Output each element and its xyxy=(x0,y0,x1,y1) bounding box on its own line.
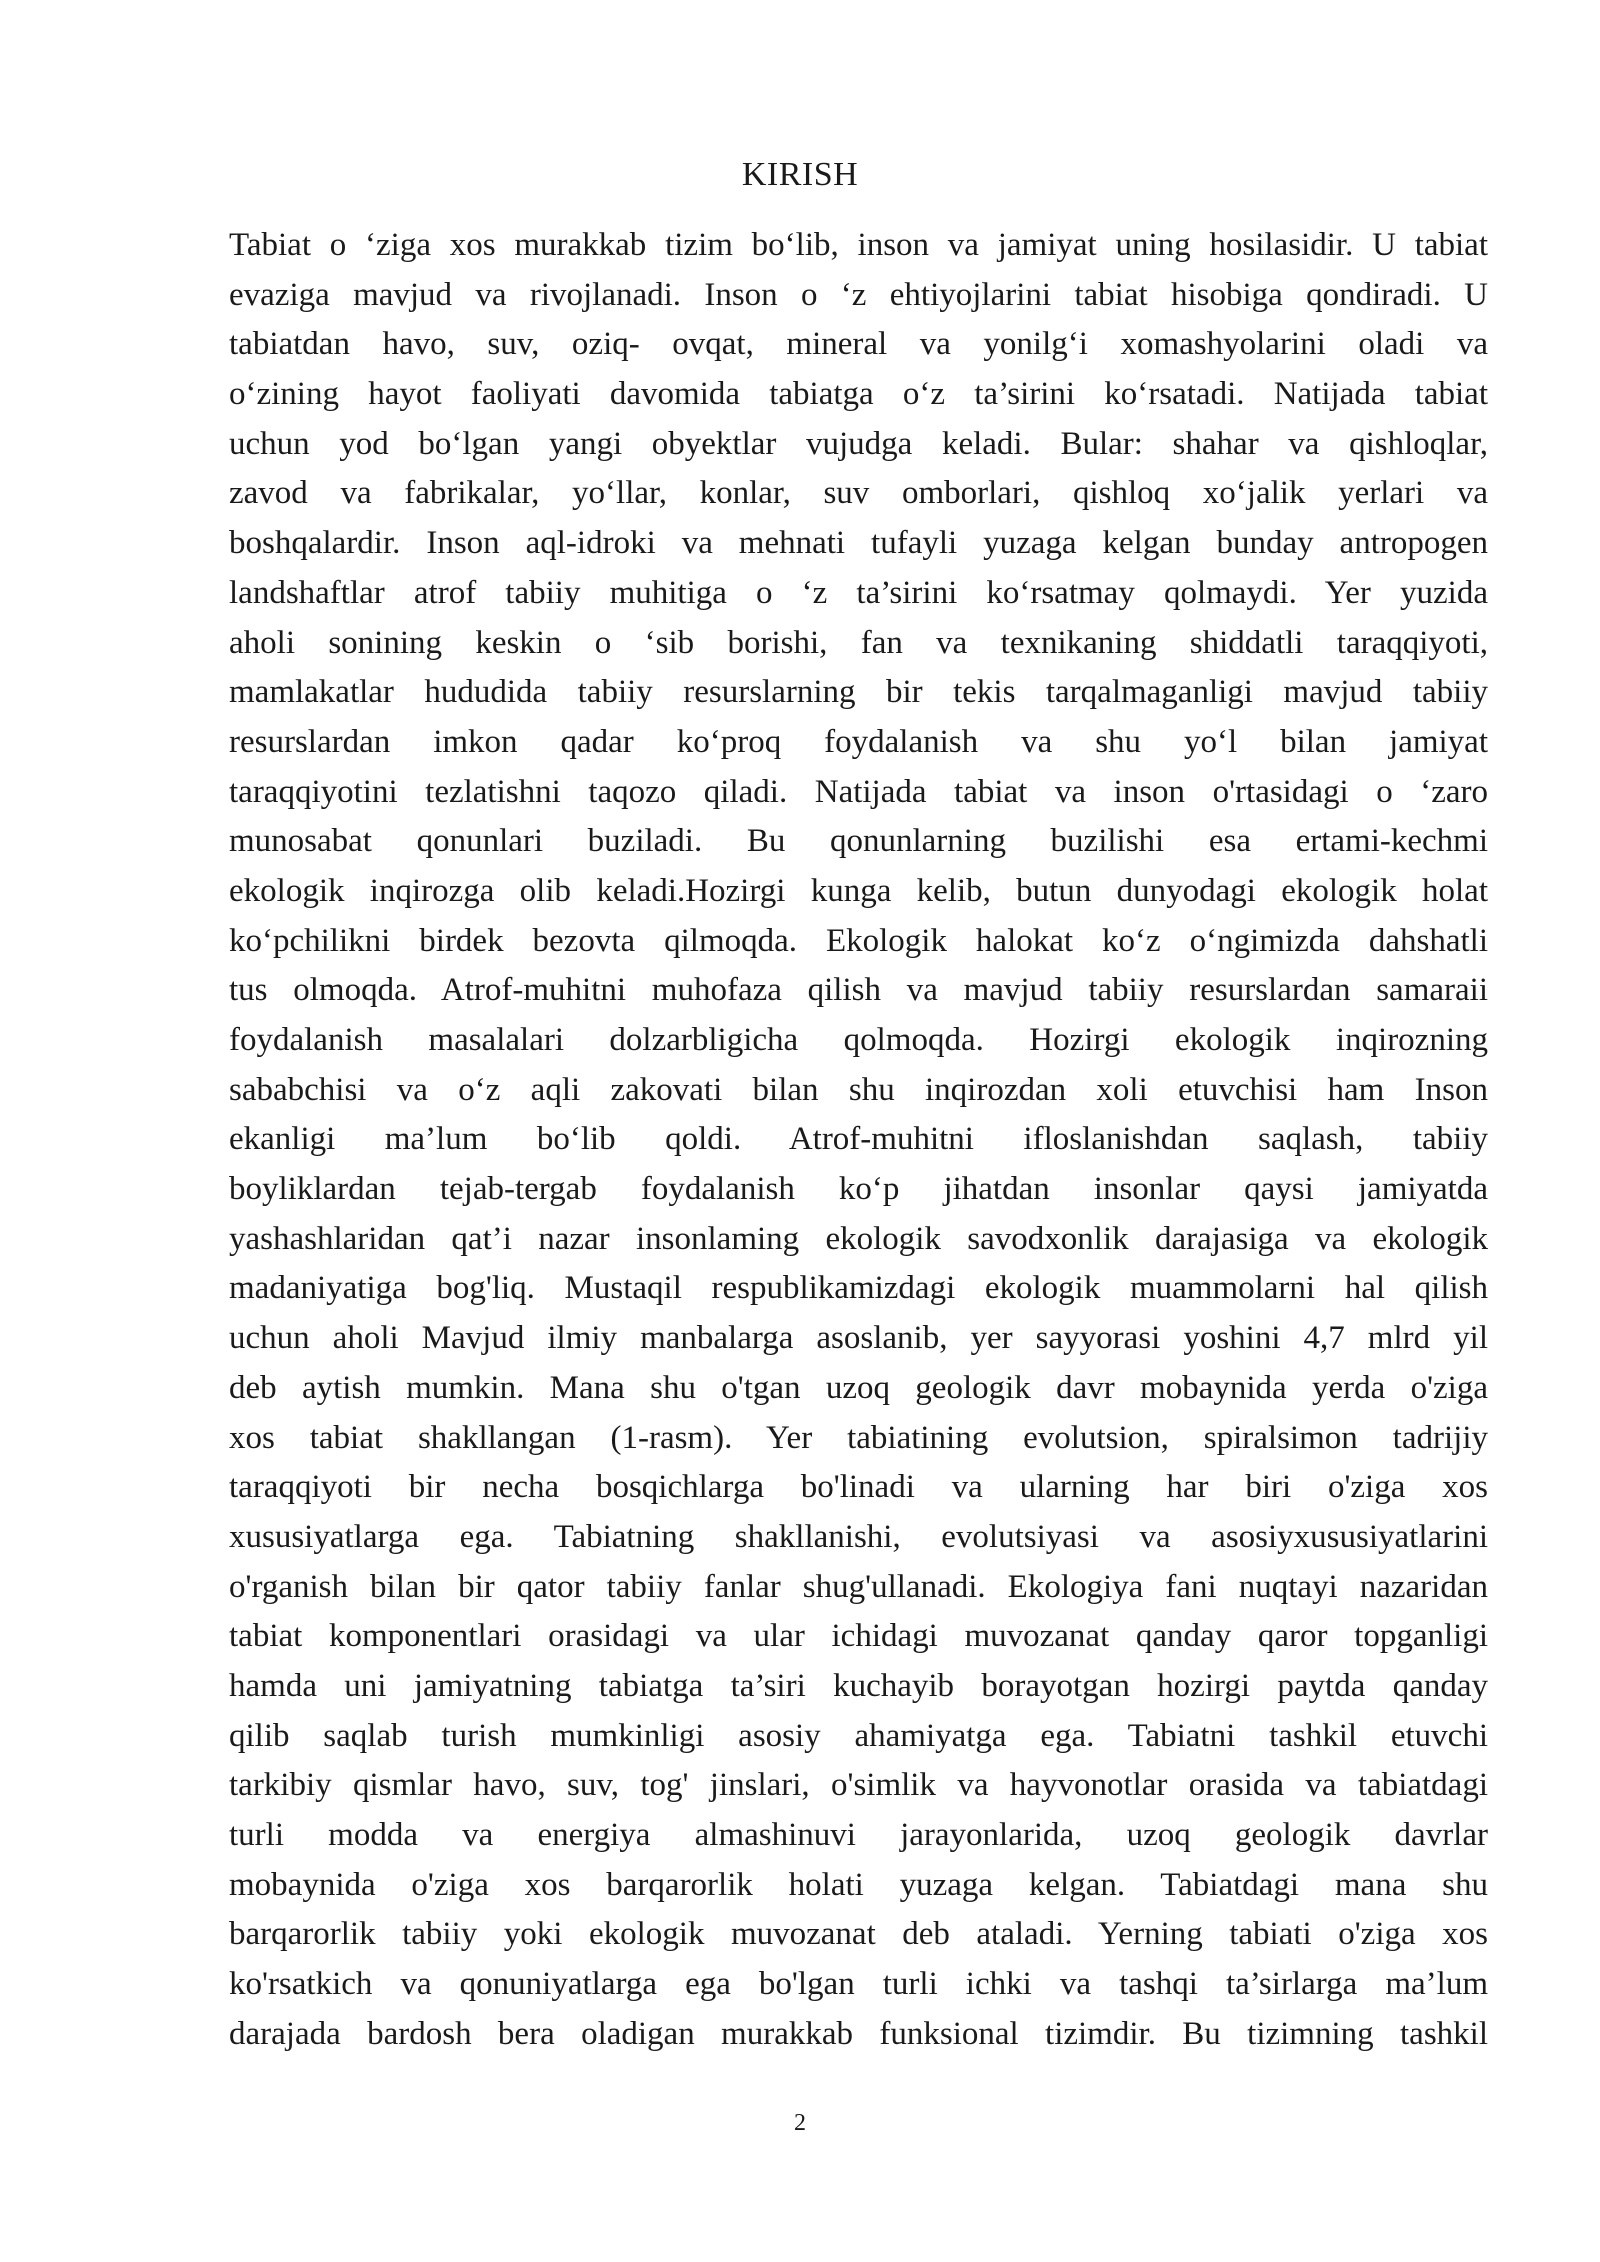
text-line: turli modda va energiya almashinuvi jarayonlarida, uzoq geologik davrlar xyxy=(229,1817,1488,1853)
text-line: taraqqiyoti bir necha bosqichlarga bo'linadi va ularning har biri o'ziga xos xyxy=(229,1469,1488,1506)
text-line: madaniyatiga bog'liq. Mustaqil respublikamizdagi ekologik muammolarni hal qilish xyxy=(229,1270,1488,1307)
page-number: 2 xyxy=(794,2110,806,2136)
text-line: Tabiat o ‘ziga xos murakkab tizim bo‘lib, inson va jamiyat uning hosilasidir. U tabiat xyxy=(229,227,1488,263)
text-line: zavod va fabrikalar, yo‘llar, konlar, suv omborlari, qishloq xo‘jalik yerlari va xyxy=(229,475,1488,512)
text-line: qilib saqlab turish mumkinligi asosiy ahamiyatga ega. Tabiatni tashkil etuvchi xyxy=(229,1717,1488,1754)
text-line: tus olmoqda. Atrof-muhitni muhofaza qilish va mavjud tabiiy resurslardan samaraii xyxy=(229,972,1488,1009)
text-line: munosabat qonunlari buziladi. Bu qonunlarning buzilishi esa ertami-kechmi xyxy=(229,823,1488,860)
page-title: KIRISH xyxy=(741,156,859,193)
text-line: hamda uni jamiyatning tabiatga ta’siri kuchayib borayotgan hozirgi paytda qanday xyxy=(229,1667,1488,1704)
text-line: tabiatdan havo, suv, oziq- ovqat, mineral va yonilg‘i xomashyolarini oladi va xyxy=(229,326,1488,363)
text-line: uchun yod bo‘lgan yangi obyektlar vujudga keladi. Bular: shahar va qishloqlar, xyxy=(229,425,1488,462)
text-line: o‘zining hayot faoliyati davomida tabiatga o‘z ta’sirini ko‘rsatadi. Natijada tabiat xyxy=(229,376,1488,413)
text-line: landshaftlar atrof tabiiy muhitiga o ‘z ta’sirini ko‘rsatmay qolmaydi. Yer yuzida xyxy=(229,574,1488,611)
text-line: ekanligi ma’lum bo‘lib qoldi. Atrof-muhitni ifloslanishdan saqlash, tabiiy xyxy=(229,1121,1488,1158)
text-line: o'rganish bilan bir qator tabiiy fanlar shug'ullanadi. Ekologiya fani nuqtayi nazaridan xyxy=(229,1568,1488,1605)
text-line: tabiat komponentlari orasidagi va ular ichidagi muvozanat qanday qaror topganligi xyxy=(229,1618,1488,1655)
text-line: uchun aholi Mavjud ilmiy manbalarga asoslanib, yer sayyorasi yoshini 4,7 mlrd yil xyxy=(229,1320,1488,1357)
text-line: darajada bardosh bera oladigan murakkab funksional tizimdir. Bu tizimning tashkil xyxy=(229,2015,1488,2052)
text-line: resurslardan imkon qadar ko‘proq foydalanish va shu yo‘l bilan jamiyat xyxy=(229,723,1488,760)
text-line: xos tabiat shakllangan (1-rasm). Yer tabiatining evolutsion, spiralsimon tadrijiy xyxy=(229,1419,1488,1456)
text-line: ekologik inqirozga olib keladi.Hozirgi kunga kelib, butun dunyodagi ekologik holat xyxy=(229,872,1488,909)
text-line: tarkibiy qismlar havo, suv, tog' jinslari, o'simlik va hayvonotlar orasida va tabiatdagi xyxy=(229,1767,1488,1804)
text-line: evaziga mavjud va rivojlanadi. Inson o ‘z ehtiyojlarini tabiat hisobiga qondiradi. U xyxy=(229,276,1488,313)
body-paragraph xyxy=(229,221,1488,2059)
text-line: ko‘pchilikni birdek bezovta qilmoqda. Ekologik halokat ko‘z o‘ngimizda dahshatli xyxy=(229,922,1488,959)
text-line: barqarorlik tabiiy yoki ekologik muvozanat deb ataladi. Yerning tabiati o'ziga xos xyxy=(229,1916,1488,1953)
text-line: mobaynida o'ziga xos barqarorlik holati yuzaga kelgan. Tabiatdagi mana shu xyxy=(229,1866,1488,1903)
text-line: sababchisi va o‘z aqli zakovati bilan shu inqirozdan xoli etuvchisi ham Inson xyxy=(229,1071,1488,1108)
text-line: taraqqiyotini tezlatishni taqozo qiladi. Natijada tabiat va inson o'rtasidagi o ‘zaro xyxy=(229,773,1488,810)
text-line: aholi sonining keskin o ‘sib borishi, fan va texnikaning shiddatli taraqqiyoti, xyxy=(229,624,1488,661)
text-line: boshqalardir. Inson aql-idroki va mehnati tufayli yuzaga kelgan bunday antropogen xyxy=(229,525,1488,562)
text-line: xususiyatlarga ega. Tabiatning shakllanishi, evolutsiyasi va asosiyxususiyatlarini xyxy=(229,1518,1488,1555)
text-line: deb aytish mumkin. Mana shu o'tgan uzoq geologik davr mobaynida yerda o'ziga xyxy=(229,1369,1488,1406)
text-line: yashashlaridan qat’i nazar insonlaming ekologik savodxonlik darajasiga va ekologik xyxy=(229,1220,1488,1257)
text-line: ko'rsatkich va qonuniyatlarga ega bo'lgan turli ichki va tashqi ta’sirlarga ma’lum xyxy=(229,1966,1488,2003)
text-line: boyliklardan tejab-tergab foydalanish ko‘p jihatdan insonlar qaysi jamiyatda xyxy=(229,1171,1488,1208)
text-line: foydalanish masalalari dolzarbligicha qolmoqda. Hozirgi ekologik inqirozning xyxy=(229,1022,1488,1058)
text-line: mamlakatlar hududida tabiiy resurslarning bir tekis tarqalmaganligi mavjud tabiiy xyxy=(229,674,1488,711)
